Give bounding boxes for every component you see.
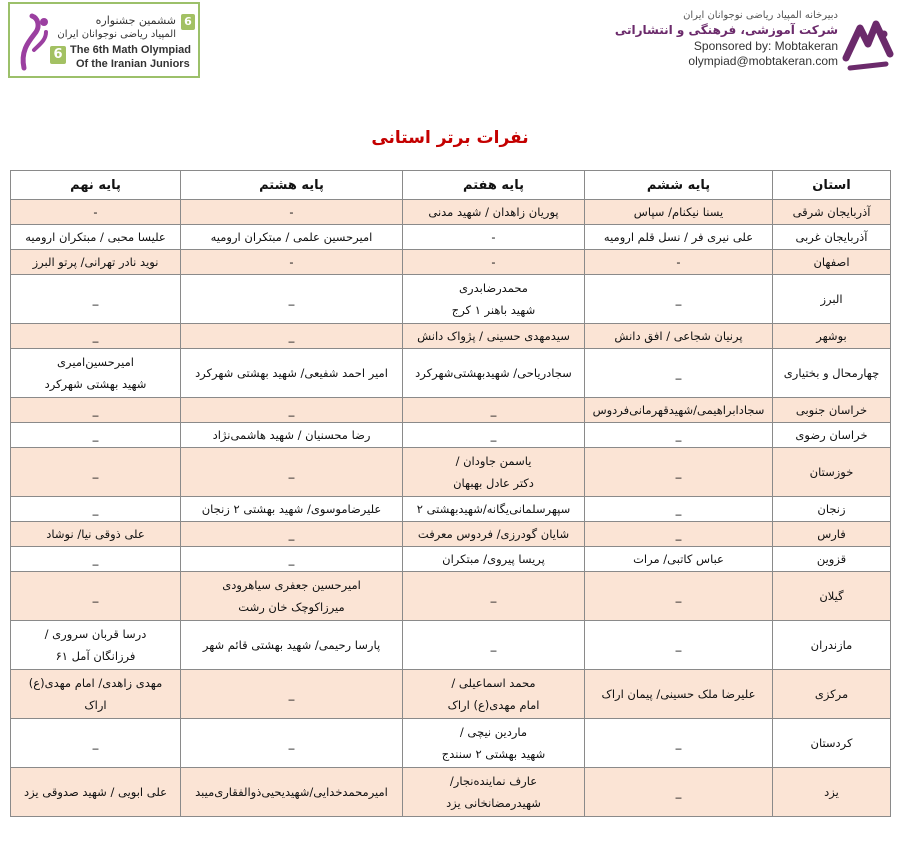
student-cell-g7 <box>403 448 585 497</box>
student-cell-g7 <box>403 200 585 225</box>
student-cell-g7 <box>403 398 585 423</box>
student-cell-g6 <box>585 621 773 670</box>
student-cell-g9 <box>11 324 181 349</box>
student-line: درسا قربان سروری / <box>44 627 147 641</box>
student-line: عارف نماینده‌نجار/ <box>449 774 538 788</box>
table-row <box>11 522 891 547</box>
student-line: - <box>289 205 294 219</box>
olympiad-badge: 6 <box>50 46 66 64</box>
table-row <box>11 423 891 448</box>
student-cell-g7 <box>403 670 585 719</box>
student-line: - <box>93 205 98 219</box>
table-row <box>11 324 891 349</box>
student-cell-g9 <box>11 572 181 621</box>
student-line: _ <box>288 403 295 417</box>
olympiad-logo <box>8 2 200 78</box>
student-cell-g9 <box>11 719 181 768</box>
student-line: پرنیان شجاعی / افق دانش <box>614 329 743 343</box>
table-row <box>11 398 891 423</box>
student-cell-g8 <box>181 497 403 522</box>
student-cell-g7 <box>403 349 585 398</box>
olympiad-en-line2: Of the Iranian Juniors <box>76 58 190 70</box>
student-line: _ <box>92 552 99 566</box>
table-header-row <box>11 171 891 200</box>
province-cell: چهارمحال و بختیاری <box>773 349 891 398</box>
student-cell-g7 <box>403 572 585 621</box>
student-cell-g8 <box>181 225 403 250</box>
student-cell-g7 <box>403 497 585 522</box>
student-cell-g9 <box>11 423 181 448</box>
student-cell-g8 <box>181 448 403 497</box>
student-line: _ <box>675 366 682 380</box>
student-line: _ <box>675 785 682 799</box>
student-line: یسنا نیکنام/ سپاس <box>633 205 724 219</box>
olympiad-figure-icon <box>16 10 50 72</box>
student-cell-g6 <box>585 275 773 324</box>
email-text: olympiad@mobtakeran.com <box>688 54 838 68</box>
student-line: سجادابراهیمی/شهیدقهرمانی‌فردوس <box>592 403 765 417</box>
page-title: نفرات برتر استانی <box>371 128 529 148</box>
student-line: _ <box>675 465 682 479</box>
student-line: _ <box>288 552 295 566</box>
student-line: _ <box>490 638 497 652</box>
header-province: استان <box>773 171 891 200</box>
olympiad-badge-top: 6 <box>181 14 195 30</box>
student-line: _ <box>490 403 497 417</box>
student-line: - <box>289 255 294 269</box>
table-row <box>11 572 891 621</box>
olympiad-en-line1: The 6th Math Olympiad <box>70 44 192 56</box>
student-cell-g8 <box>181 275 403 324</box>
student-cell-g9 <box>11 398 181 423</box>
student-cell-g7 <box>403 275 585 324</box>
student-line: _ <box>92 589 99 603</box>
student-line: شهید باهنر ۱ کرج <box>451 303 536 317</box>
province-cell: آذربایجان شرقی <box>773 200 891 225</box>
sponsor-text: Sponsored by: Mobtakeran <box>693 39 838 53</box>
student-cell-g6 <box>585 423 773 448</box>
student-cell-g9 <box>11 768 181 817</box>
province-cell: البرز <box>773 275 891 324</box>
page-header <box>0 0 900 90</box>
student-line: _ <box>288 292 295 306</box>
student-line: میرزاکوچک خان رشت <box>238 600 345 614</box>
student-cell-g6 <box>585 200 773 225</box>
student-cell-g9 <box>11 250 181 275</box>
student-cell-g8 <box>181 324 403 349</box>
student-line: ماردین نیچی / <box>459 725 528 739</box>
table-row <box>11 621 891 670</box>
table-row <box>11 200 891 225</box>
student-line: _ <box>675 527 682 541</box>
student-line: _ <box>92 428 99 442</box>
student-line: امیرحسین علمی / مبتکران ارومیه <box>210 230 373 244</box>
header-grade9: پایه نهم <box>11 171 181 200</box>
student-cell-g9 <box>11 200 181 225</box>
student-cell-g7 <box>403 621 585 670</box>
olympiad-fa-line2: المپیاد ریاضی نوجوانان ایران <box>57 29 176 40</box>
student-cell-g8 <box>181 768 403 817</box>
table-row <box>11 250 891 275</box>
student-line: یاسمن جاودان / <box>455 454 532 468</box>
student-line: - <box>491 230 496 244</box>
secretariat-text: دبیرخانه المپیاد ریاضی نوجوانان ایران <box>683 10 838 21</box>
table-row <box>11 275 891 324</box>
table-row <box>11 497 891 522</box>
student-cell-g6 <box>585 398 773 423</box>
student-cell-g7 <box>403 522 585 547</box>
student-cell-g7 <box>403 547 585 572</box>
student-line: امام مهدی(ع) اراک <box>447 698 540 712</box>
student-line: _ <box>490 428 497 442</box>
student-cell-g8 <box>181 547 403 572</box>
province-cell: فارس <box>773 522 891 547</box>
student-line: سپهرسلمانی‌یگانه/شهیدبهشتی ۲ <box>416 502 571 516</box>
student-cell-g6 <box>585 250 773 275</box>
student-line: _ <box>92 329 99 343</box>
student-line: _ <box>675 736 682 750</box>
student-line: مهدی زاهدی/ امام مهدی(ع) <box>28 676 163 690</box>
student-line: رضا محسنیان / شهید هاشمی‌نژاد <box>212 428 371 442</box>
mobtakeran-logo-icon <box>840 14 896 76</box>
header-grade8: پایه هشتم <box>181 171 403 200</box>
province-cell: یزد <box>773 768 891 817</box>
student-line: محمدرضابدری <box>459 281 528 295</box>
student-cell-g6 <box>585 522 773 547</box>
table-row <box>11 768 891 817</box>
student-line: _ <box>288 329 295 343</box>
student-cell-g7 <box>403 719 585 768</box>
province-cell: گیلان <box>773 572 891 621</box>
province-cell: قزوین <box>773 547 891 572</box>
student-line: _ <box>92 403 99 417</box>
student-line: دکتر عادل بهبهان <box>453 476 534 490</box>
student-cell-g8 <box>181 423 403 448</box>
student-cell-g6 <box>585 448 773 497</box>
olympiad-fa-line1: ششمین جشنواره <box>95 14 176 27</box>
table-row <box>11 225 891 250</box>
province-cell: خراسان جنوبی <box>773 398 891 423</box>
student-line: _ <box>288 465 295 479</box>
student-line: علیسا محبی / مبتکران ارومیه <box>25 230 166 244</box>
student-cell-g9 <box>11 225 181 250</box>
student-cell-g9 <box>11 275 181 324</box>
student-line: امیرحسین‌امیری <box>57 355 134 369</box>
student-line: _ <box>675 292 682 306</box>
student-line: علیرضا ملک حسینی/ پیمان اراک <box>601 687 756 701</box>
province-cell: بوشهر <box>773 324 891 349</box>
student-cell-g9 <box>11 448 181 497</box>
student-cell-g6 <box>585 349 773 398</box>
table-row <box>11 448 891 497</box>
student-line: محمد اسماعیلی / <box>451 676 536 690</box>
student-line: سیدمهدی حسینی / پژواک دانش <box>417 329 570 343</box>
student-line: - <box>676 255 681 269</box>
student-cell-g8 <box>181 349 403 398</box>
student-cell-g6 <box>585 572 773 621</box>
student-line: امیرحسین جعفری سیاهرودی <box>222 578 361 592</box>
student-cell-g7 <box>403 768 585 817</box>
student-cell-g6 <box>585 547 773 572</box>
table-row <box>11 349 891 398</box>
student-cell-g7 <box>403 225 585 250</box>
student-cell-g6 <box>585 225 773 250</box>
student-line: _ <box>92 736 99 750</box>
student-line: _ <box>675 638 682 652</box>
province-cell: آذربایجان غربی <box>773 225 891 250</box>
student-cell-g8 <box>181 719 403 768</box>
student-line: اراک <box>84 698 107 712</box>
student-cell-g8 <box>181 621 403 670</box>
student-cell-g9 <box>11 670 181 719</box>
student-line: فرزانگان آمل ۶۱ <box>55 649 136 663</box>
student-line: نوید نادر تهرانی/ پرتو البرز <box>32 255 159 269</box>
student-line: شهید بهشتی شهرکرد <box>44 377 147 391</box>
student-cell-g7 <box>403 324 585 349</box>
student-line: - <box>491 255 496 269</box>
student-line: _ <box>288 527 295 541</box>
student-line: _ <box>92 292 99 306</box>
student-line: پارسا رحیمی/ شهید بهشتی قائم شهر <box>202 638 381 652</box>
student-line: علیرضاموسوی/ شهید بهشتی ۲ زنجان <box>201 502 382 516</box>
table-row <box>11 670 891 719</box>
student-line: _ <box>288 687 295 701</box>
province-cell: مازندران <box>773 621 891 670</box>
student-line: علی ابویی / شهید صدوقی یزد <box>23 785 168 799</box>
student-line: عباس کاتبی/ مرات <box>633 552 724 566</box>
header-grade6: پایه ششم <box>585 171 773 200</box>
sponsor-block <box>614 10 838 68</box>
student-cell-g6 <box>585 768 773 817</box>
student-line: علی ذوقی نیا/ نوشاد <box>46 527 145 541</box>
student-cell-g6 <box>585 497 773 522</box>
student-cell-g8 <box>181 250 403 275</box>
student-line: علی نیری فر / نسل قلم ارومیه <box>603 230 754 244</box>
student-cell-g8 <box>181 670 403 719</box>
student-cell-g8 <box>181 200 403 225</box>
top-students-table <box>10 170 891 817</box>
student-cell-g9 <box>11 547 181 572</box>
student-line: _ <box>675 589 682 603</box>
student-line: _ <box>675 428 682 442</box>
student-cell-g9 <box>11 522 181 547</box>
student-line: سجادریاحی/ شهیدبهشتی‌شهرکرد <box>415 366 572 380</box>
student-line: شهید بهشتی ۲ سنندج <box>441 747 546 761</box>
province-cell: کردستان <box>773 719 891 768</box>
student-cell-g8 <box>181 398 403 423</box>
table-body <box>11 200 891 817</box>
student-cell-g6 <box>585 719 773 768</box>
student-line: _ <box>490 589 497 603</box>
student-line: _ <box>675 502 682 516</box>
student-line: _ <box>92 465 99 479</box>
header-grade7: پایه هفتم <box>403 171 585 200</box>
province-cell: مرکزی <box>773 670 891 719</box>
student-cell-g6 <box>585 324 773 349</box>
student-cell-g7 <box>403 250 585 275</box>
student-line: شایان گودرزی/ فردوس معرفت <box>417 527 570 541</box>
student-line: امیر احمد شفیعی/ شهید بهشتی شهرکرد <box>195 366 388 380</box>
province-cell: خوزستان <box>773 448 891 497</box>
student-line: امیرمحمدخدایی/شهیدیحیی‌ذوالفقاری‌میبد <box>195 785 388 799</box>
student-cell-g7 <box>403 423 585 448</box>
student-line: شهیدرمضانخانی یزد <box>446 796 541 810</box>
student-cell-g8 <box>181 572 403 621</box>
student-line: _ <box>288 736 295 750</box>
table-row <box>11 719 891 768</box>
student-cell-g9 <box>11 349 181 398</box>
province-cell: اصفهان <box>773 250 891 275</box>
company-text: شرکت آموزشی، فرهنگی و انتشاراتی <box>614 23 838 37</box>
student-cell-g6 <box>585 670 773 719</box>
student-cell-g9 <box>11 497 181 522</box>
student-line: _ <box>92 502 99 516</box>
student-line: پوریان زاهدان / شهید مدنی <box>428 205 559 219</box>
student-cell-g8 <box>181 522 403 547</box>
student-cell-g9 <box>11 621 181 670</box>
table-row <box>11 547 891 572</box>
student-line: پریسا پیروی/ مبتکران <box>442 552 545 566</box>
province-cell: خراسان رضوی <box>773 423 891 448</box>
province-cell: زنجان <box>773 497 891 522</box>
